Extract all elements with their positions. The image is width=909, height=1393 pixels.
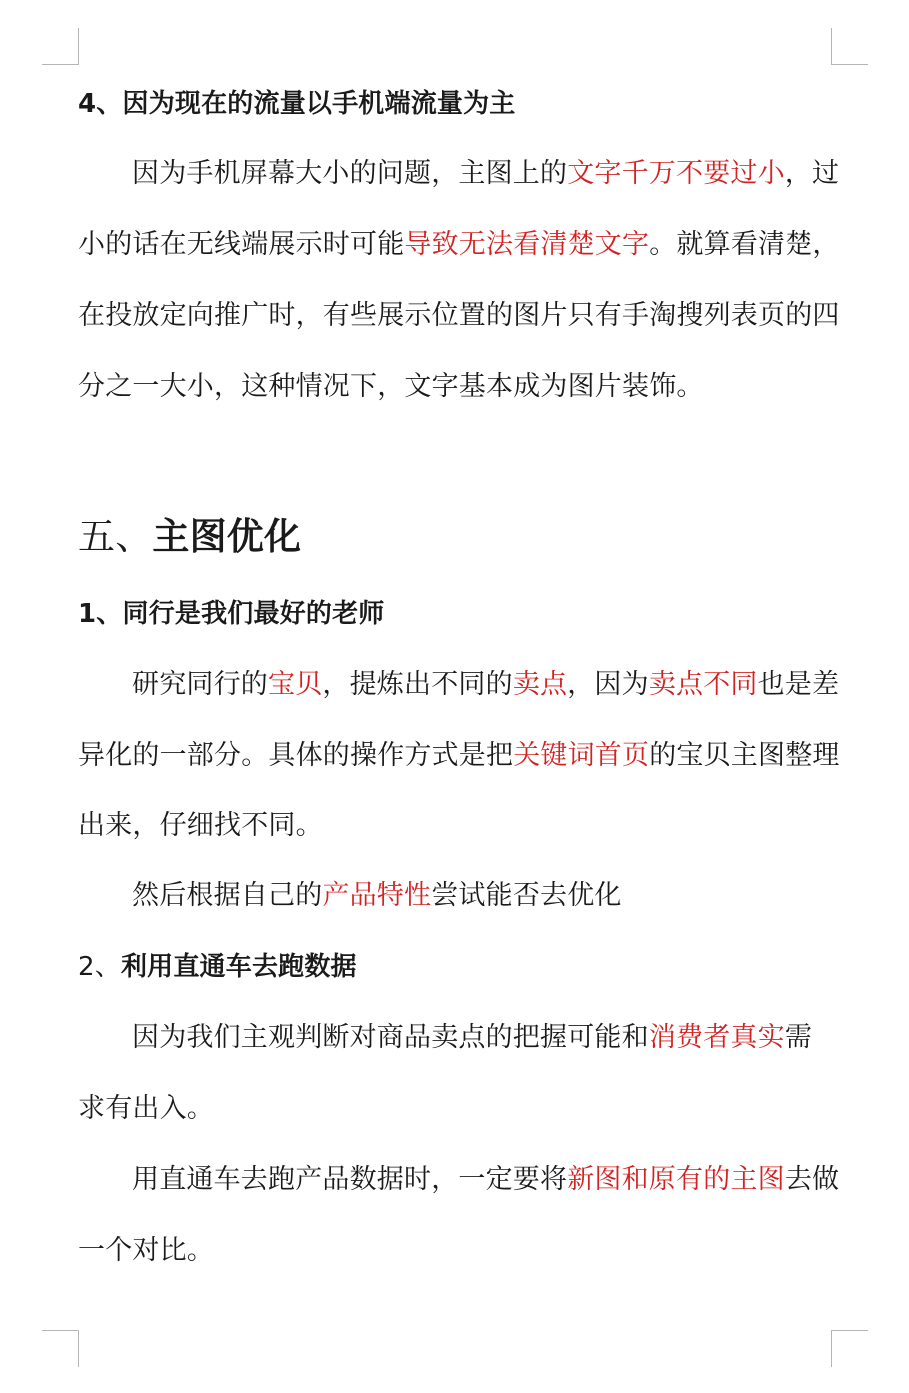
text-run: ，因为 — [567, 669, 649, 700]
highlight-text: 关键词首页 — [513, 740, 650, 771]
paragraph-line: 出来，仔细找不同。 — [78, 810, 323, 841]
highlight-text: 消费者真实 — [648, 1022, 785, 1053]
text-run: 因为我们主观判断对商品卖点的把握可能和 — [132, 1022, 649, 1053]
paragraph-line — [132, 667, 839, 703]
paragraph-line — [132, 156, 839, 192]
text-run: 尝试能否去优化 — [431, 880, 622, 911]
highlight-text: 导致无法看清楚文字 — [404, 229, 650, 260]
text-run: 的宝贝主图整理 — [649, 740, 840, 771]
heading-title: 利用直通车去跑数据 — [120, 952, 357, 982]
highlight-text: 新图和原有的主图 — [567, 1164, 785, 1195]
text-run: ，过 — [784, 158, 840, 189]
page-corner-mark-top-left — [42, 28, 79, 65]
highlight-text: 卖点不同 — [648, 669, 758, 700]
paragraph-line — [78, 738, 840, 774]
paragraph-line: 求有出入。 — [78, 1093, 214, 1124]
text-run: 研究同行的 — [132, 669, 268, 700]
highlight-text: 文字千万不要过小 — [567, 158, 785, 189]
text-run: 需 — [784, 1022, 813, 1053]
page-corner-mark-bottom-left — [42, 1330, 79, 1367]
highlight-text: 产品特性 — [322, 880, 432, 911]
heading-prefix: 五、 — [78, 515, 153, 558]
paragraph-line: 一个对比。 — [78, 1235, 214, 1266]
page-corner-mark-bottom-right — [831, 1330, 868, 1367]
paragraph-line — [132, 878, 622, 914]
paragraph-line — [132, 1020, 812, 1056]
text-run: ，提炼出不同的 — [322, 669, 513, 700]
text-run: 小的话在无线端展示时可能 — [78, 229, 405, 260]
text-run: 因为手机屏幕大小的问题，主图上的 — [132, 158, 568, 189]
heading-section-5 — [78, 514, 301, 560]
heading-subsection-2 — [78, 949, 357, 985]
heading-title: 主图优化 — [152, 515, 302, 558]
highlight-text: 卖点 — [512, 669, 568, 700]
text-run: 。就算看清楚， — [649, 229, 840, 260]
highlight-text: 宝贝 — [268, 669, 323, 700]
page-corner-mark-top-right — [831, 28, 868, 65]
heading-section-4: 4、因为现在的流量以手机端流量为主 — [78, 89, 516, 119]
text-run: 去做 — [784, 1164, 840, 1195]
text-run: 用直通车去跑产品数据时，一定要将 — [132, 1164, 568, 1195]
heading-subsection-1: 1、同行是我们最好的老师 — [78, 599, 385, 629]
paragraph-line: 分之一大小，这种情况下，文字基本成为图片装饰。 — [78, 371, 704, 402]
text-run: 也是差 — [757, 669, 840, 700]
paragraph-line: 在投放定向推广时，有些展示位置的图片只有手淘搜列表页的四 — [78, 300, 840, 331]
paragraph-line — [78, 227, 840, 263]
paragraph-line — [132, 1162, 839, 1198]
heading-number: 2、 — [78, 952, 121, 982]
text-run: 然后根据自己的 — [132, 880, 323, 911]
text-run: 异化的一部分。具体的操作方式是把 — [78, 740, 514, 771]
